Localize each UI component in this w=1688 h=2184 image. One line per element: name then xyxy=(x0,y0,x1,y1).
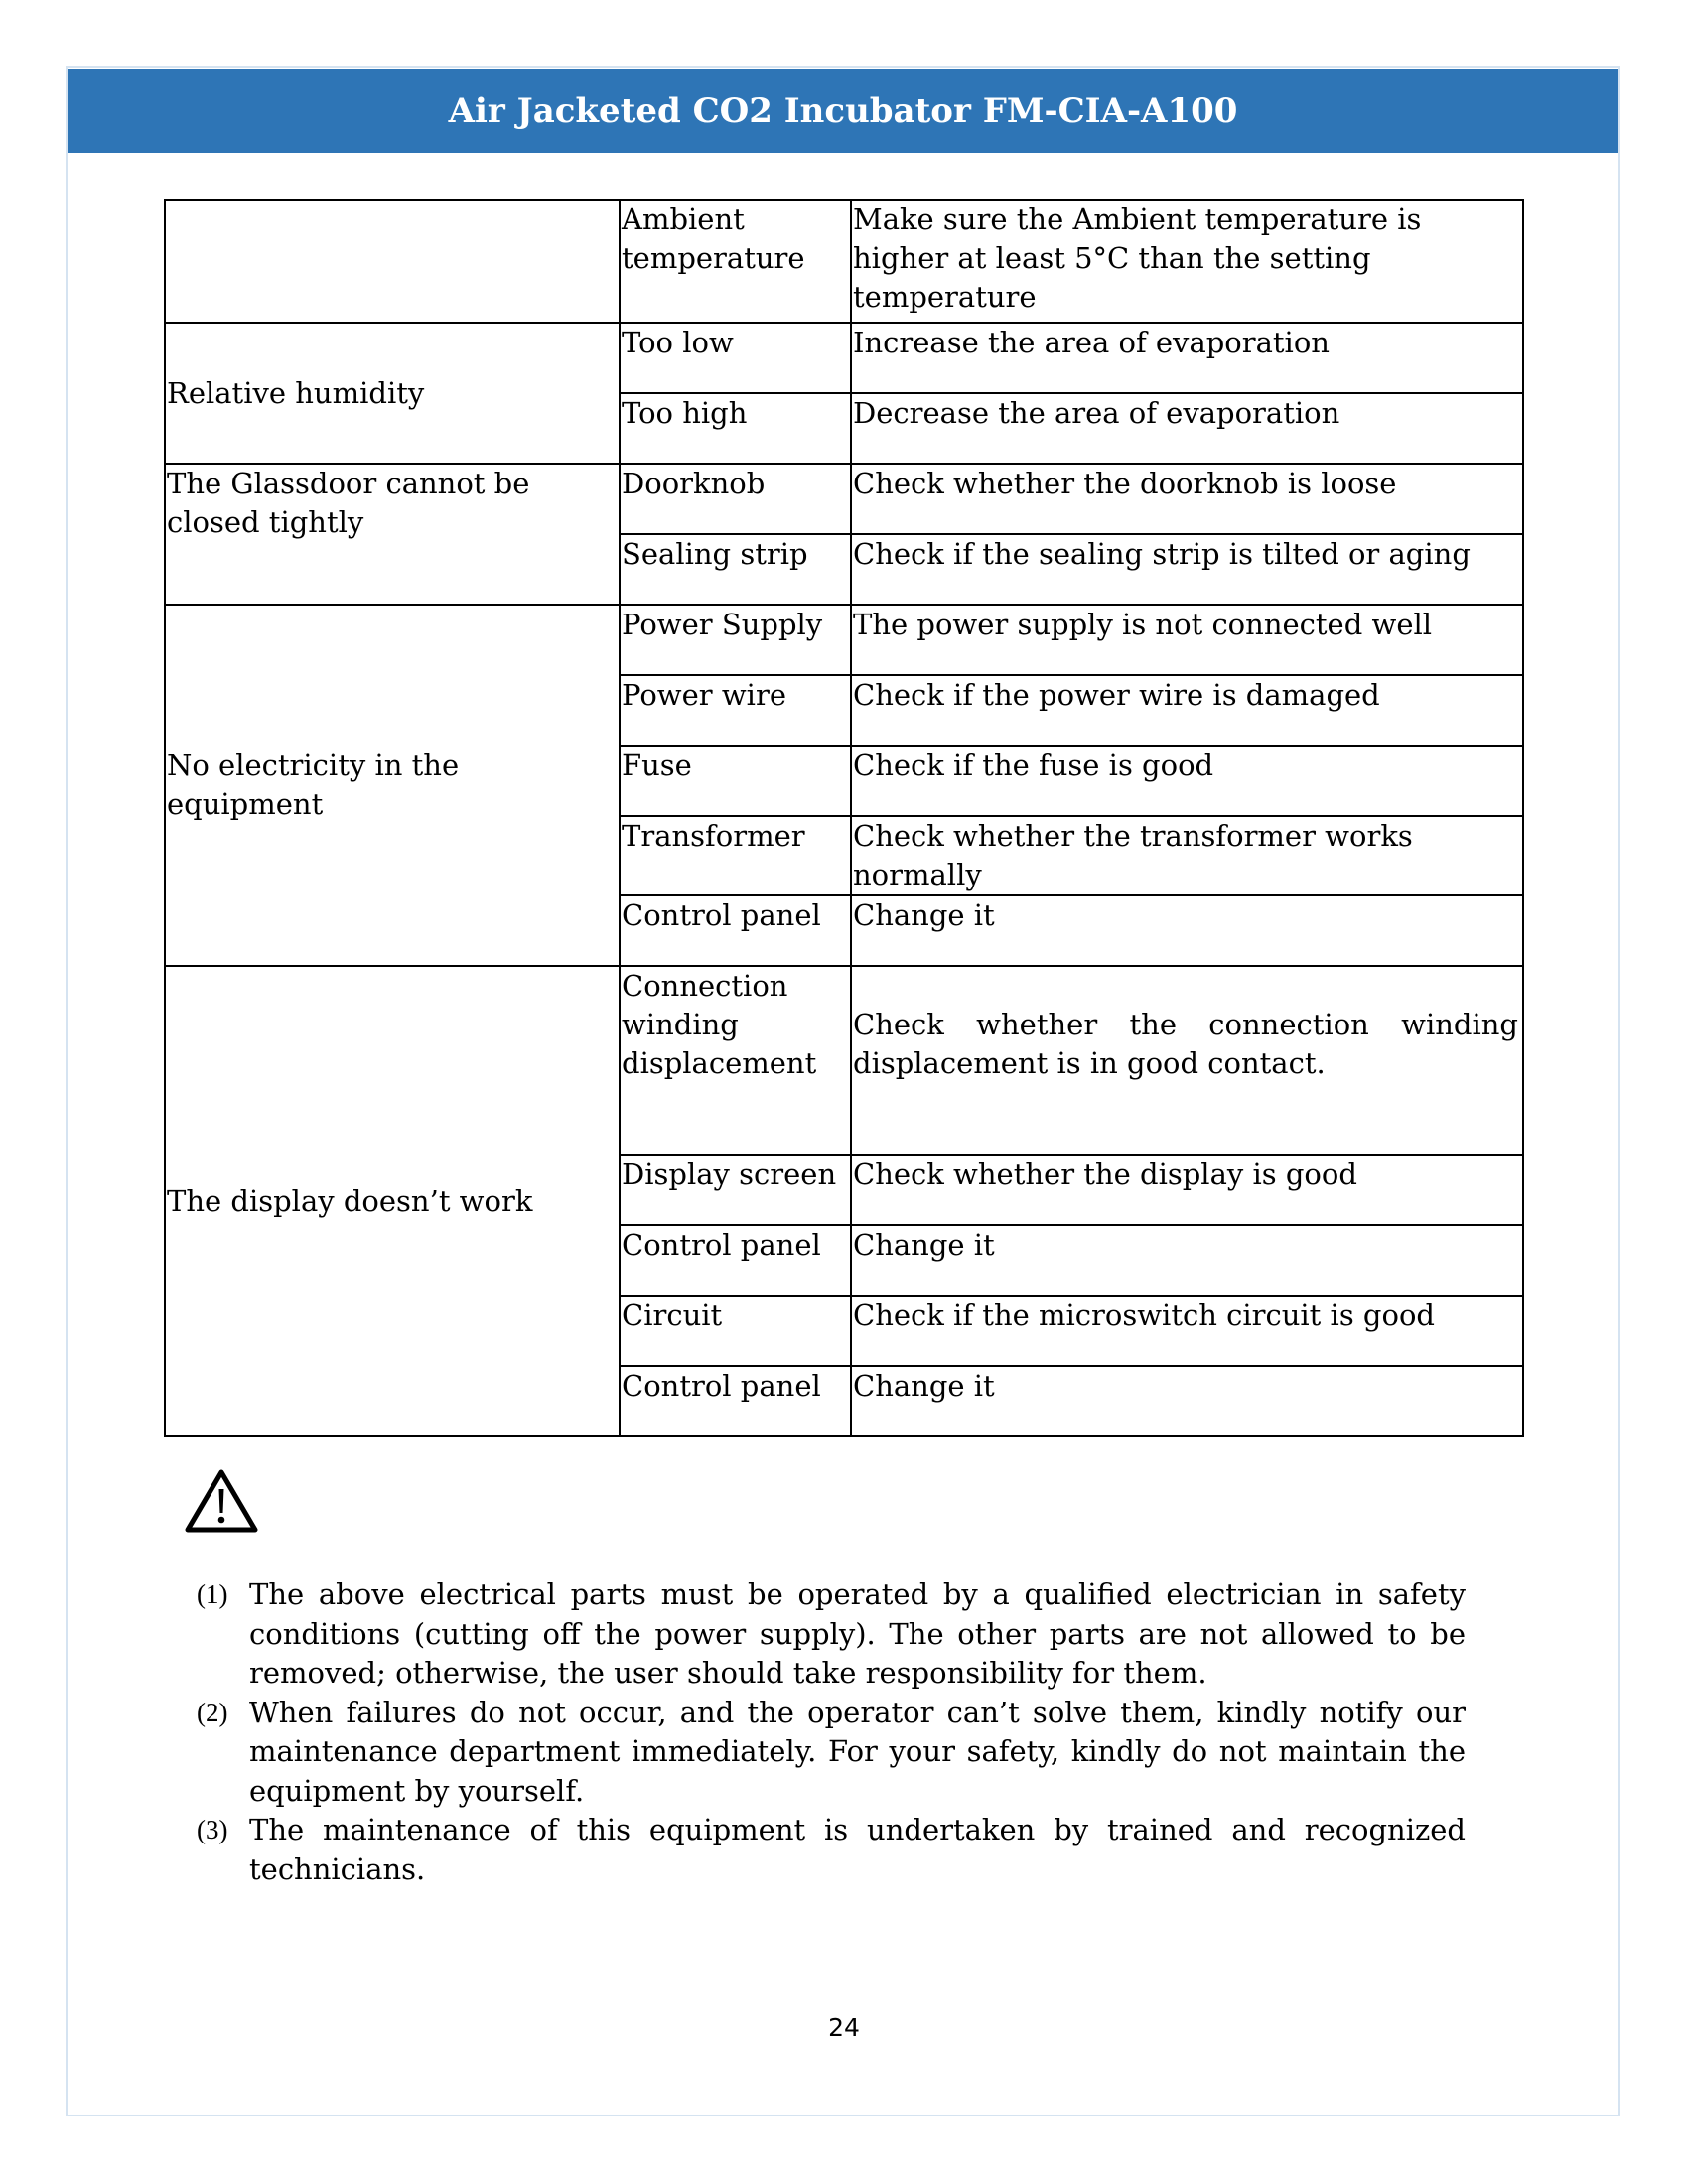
fault-cell: Relative humidity xyxy=(165,323,620,464)
note-text: The above electrical parts must be operated by a qualified electrician in safety conditions (cutting off the power supply). The other parts are not allowed to be removed; otherwise, the user should take responsibility for them. xyxy=(249,1577,1466,1690)
table-row xyxy=(165,605,1523,675)
reason-cell: Control panel xyxy=(620,1366,851,1436)
reason-cell: Connection winding displacement xyxy=(620,966,851,1155)
list-item xyxy=(195,1575,1466,1694)
fault-cell xyxy=(165,200,620,323)
note-number: (3) xyxy=(197,1815,228,1844)
reason-cell: Control panel xyxy=(620,895,851,966)
list-item xyxy=(195,1811,1466,1889)
solution-cell: Check if the sealing strip is tilted or aging xyxy=(851,534,1523,605)
note-number: (2) xyxy=(197,1697,228,1727)
solution-cell: Make sure the Ambient temperature is higher at least 5°C than the setting temperature xyxy=(851,200,1523,323)
fault-cell: No electricity in the equipment xyxy=(165,605,620,966)
fault-cell: The Glassdoor cannot be closed tightly xyxy=(165,464,620,605)
solution-cell: Change it xyxy=(851,1225,1523,1296)
page-number: 24 xyxy=(828,2013,860,2042)
solution-cell: Change it xyxy=(851,895,1523,966)
solution-cell: The power supply is not connected well xyxy=(851,605,1523,675)
solution-cell: Change it xyxy=(851,1366,1523,1436)
reason-cell: Too high xyxy=(620,393,851,464)
reason-cell: Circuit xyxy=(620,1296,851,1366)
solution-cell: Check if the microswitch circuit is good xyxy=(851,1296,1523,1366)
solution-cell: Check whether the doorknob is loose xyxy=(851,464,1523,534)
note-text: When failures do not occur, and the operator can’t solve them, kindly notify our maintenance department immediately. For your safety, kindly do not maintain the equipment by yourself. xyxy=(249,1695,1466,1808)
solution-cell: Increase the area of evaporation xyxy=(851,323,1523,393)
list-item xyxy=(195,1694,1466,1812)
table-row xyxy=(165,966,1523,1155)
table-row xyxy=(165,464,1523,534)
note-text: The maintenance of this equipment is undertaken by trained and recognized technicians. xyxy=(249,1813,1466,1886)
solution-cell: Check if the fuse is good xyxy=(851,746,1523,816)
reason-cell: Doorknob xyxy=(620,464,851,534)
reason-cell: Power Supply xyxy=(620,605,851,675)
solution-cell: Decrease the area of evaporation xyxy=(851,393,1523,464)
notes-list xyxy=(195,1575,1466,1889)
reason-cell: Power wire xyxy=(620,675,851,746)
troubleshooting-table xyxy=(164,199,1524,1437)
reason-cell: Transformer xyxy=(620,816,851,895)
solution-text: Check whether the connection winding displacement is in good contact. xyxy=(853,1008,1518,1080)
table-row xyxy=(165,323,1523,393)
reason-cell: Display screen xyxy=(620,1155,851,1225)
solution-cell: Check whether the transformer works normally xyxy=(851,816,1523,895)
warning-triangle-icon xyxy=(184,1467,259,1535)
reason-cell: Control panel xyxy=(620,1225,851,1296)
reason-cell: Sealing strip xyxy=(620,534,851,605)
solution-cell: Check whether the display is good xyxy=(851,1155,1523,1225)
reason-cell: Ambient temperature xyxy=(620,200,851,323)
table-row xyxy=(165,200,1523,323)
solution-cell xyxy=(851,966,1523,1155)
reason-cell: Fuse xyxy=(620,746,851,816)
page-title: Air Jacketed CO2 Incubator FM-CIA-A100 xyxy=(68,69,1618,153)
fault-cell: The display doesn’t work xyxy=(165,966,620,1436)
solution-cell: Check if the power wire is damaged xyxy=(851,675,1523,746)
reason-cell: Too low xyxy=(620,323,851,393)
note-number: (1) xyxy=(197,1579,228,1609)
